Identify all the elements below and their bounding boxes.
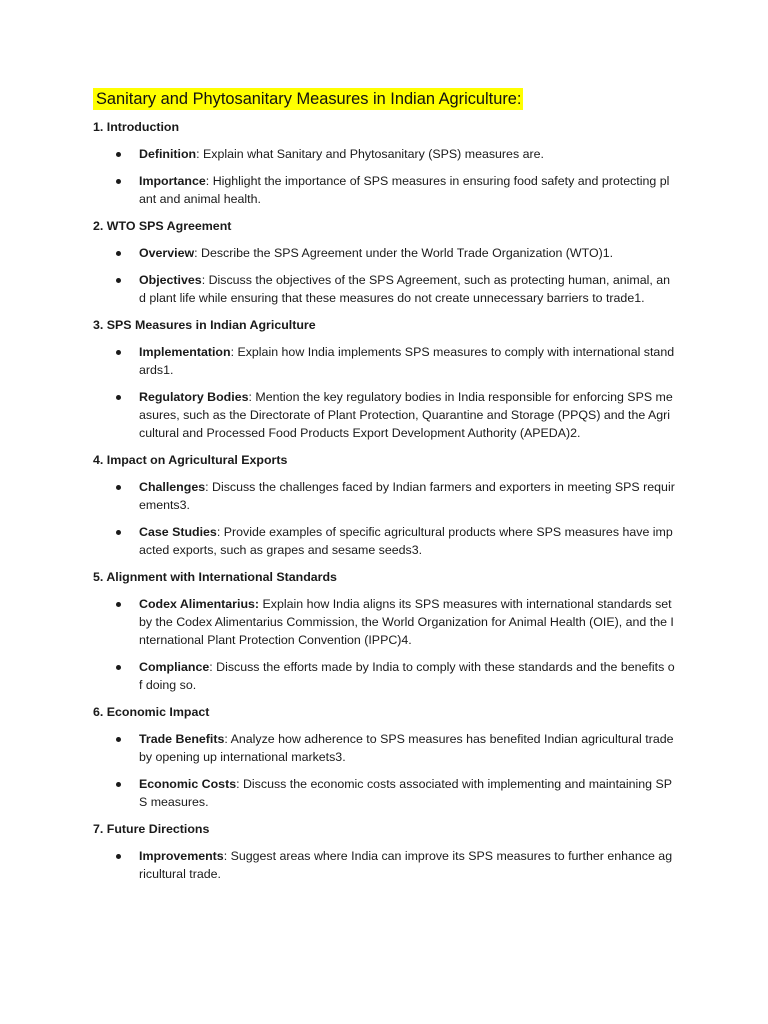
list-item <box>93 595 676 649</box>
section-heading: 7. Future Directions <box>93 822 210 836</box>
item-term: Trade Benefits <box>139 732 225 746</box>
item-term: Objectives <box>139 273 202 287</box>
item-separator: : <box>230 345 238 359</box>
item-separator: : <box>216 525 224 539</box>
item-separator: : <box>236 777 243 791</box>
list-item <box>93 658 676 694</box>
bullet-dot-icon <box>116 395 121 400</box>
section-heading: 1. Introduction <box>93 120 180 134</box>
item-term: Compliance <box>139 660 210 674</box>
bullet-list <box>93 343 676 442</box>
item-separator: : <box>201 273 209 287</box>
item-term: Overview <box>139 246 195 260</box>
section-heading: 2. WTO SPS Agreement <box>93 219 232 233</box>
bullet-list <box>93 478 676 559</box>
item-text: Discuss the efforts made by India to comply with these standards and the benefits of doing so. <box>139 660 675 692</box>
bullet-dot-icon <box>116 782 121 787</box>
list-item <box>93 775 676 811</box>
document-body <box>93 118 676 883</box>
section-heading: 6. Economic Impact <box>93 705 210 719</box>
section-heading: 3. SPS Measures in Indian Agriculture <box>93 318 316 332</box>
section-heading: 4. Impact on Agricultural Exports <box>93 453 288 467</box>
item-term: Implementation <box>139 345 231 359</box>
item-term: Codex Alimentarius: <box>139 597 260 611</box>
list-item <box>93 478 676 514</box>
list-item <box>93 343 676 379</box>
item-separator: : <box>196 147 204 161</box>
bullet-dot-icon <box>116 530 121 535</box>
item-text: Suggest areas where India can improve its SPS measures to further enhance agricultural trade. <box>139 849 673 881</box>
item-term: Importance <box>139 174 206 188</box>
bullet-list <box>93 145 676 208</box>
item-text: Explain how India implements SPS measures to comply with international standards1. <box>139 345 675 377</box>
list-item <box>93 847 676 883</box>
bullet-dot-icon <box>116 854 121 859</box>
item-separator: : <box>205 480 212 494</box>
bullet-dot-icon <box>116 278 121 283</box>
item-term: Definition <box>139 147 197 161</box>
item-term: Case Studies <box>139 525 217 539</box>
bullet-dot-icon <box>116 602 121 607</box>
list-item <box>93 172 676 208</box>
item-text: Discuss the economic costs associated with implementing and maintaining SPS measures. <box>139 777 673 809</box>
bullet-dot-icon <box>116 485 121 490</box>
bullet-dot-icon <box>116 665 121 670</box>
item-text: Analyze how adherence to SPS measures has benefited Indian agricultural trade by opening up international markets3. <box>139 732 674 764</box>
list-item <box>93 145 676 163</box>
list-item <box>93 244 676 262</box>
bullet-dot-icon <box>116 251 121 256</box>
item-term: Economic Costs <box>139 777 237 791</box>
item-text: Highlight the importance of SPS measures in ensuring food safety and protecting plant and animal health. <box>139 174 670 206</box>
item-text: Explain how India aligns its SPS measures with international standards set by the Codex Alimentarius Commission, the World Organization for Animal Health (OIE), and the International Plant Protection Convention (IPPC)4. <box>139 597 674 647</box>
document-title: Sanitary and Phytosanitary Measures in Indian Agriculture: <box>93 88 523 110</box>
bullet-dot-icon <box>116 152 121 157</box>
item-text: Describe the SPS Agreement under the World Trade Organization (WTO)1. <box>201 246 614 260</box>
bullet-list <box>93 244 676 307</box>
item-text: Explain what Sanitary and Phytosanitary (SPS) measures are. <box>203 147 544 161</box>
bullet-list <box>93 847 676 883</box>
bullet-list <box>93 730 676 811</box>
item-text: Mention the key regulatory bodies in India responsible for enforcing SPS measures, such as the Directorate of Plant Protection, Quarantine and Storage (PPQS) and the Agricultural and Processed Food Products Export Development Authority (APEDA)2. <box>139 390 673 440</box>
item-separator: : <box>205 174 213 188</box>
list-item <box>93 388 676 442</box>
item-separator: : <box>194 246 201 260</box>
item-text: Discuss the objectives of the SPS Agreement, such as protecting human, animal, and plant life while ensuring that these measures do not create unnecessary barriers to trade1. <box>139 273 671 305</box>
item-separator: : <box>248 390 256 404</box>
section-heading: 5. Alignment with International Standards <box>93 570 337 584</box>
bullet-dot-icon <box>116 737 121 742</box>
item-term: Regulatory Bodies <box>139 390 249 404</box>
item-separator: : <box>224 732 231 746</box>
item-term: Improvements <box>139 849 224 863</box>
item-text: Discuss the challenges faced by Indian farmers and exporters in meeting SPS requirements3. <box>139 480 675 512</box>
bullet-list <box>93 595 676 694</box>
item-term: Challenges <box>139 480 206 494</box>
item-separator: : <box>223 849 231 863</box>
list-item <box>93 523 676 559</box>
item-separator: : <box>209 660 217 674</box>
bullet-dot-icon <box>116 179 121 184</box>
list-item <box>93 730 676 766</box>
item-text: Provide examples of specific agricultural products where SPS measures have impacted exports, such as grapes and sesame seeds3. <box>139 525 673 557</box>
list-item <box>93 271 676 307</box>
bullet-dot-icon <box>116 350 121 355</box>
